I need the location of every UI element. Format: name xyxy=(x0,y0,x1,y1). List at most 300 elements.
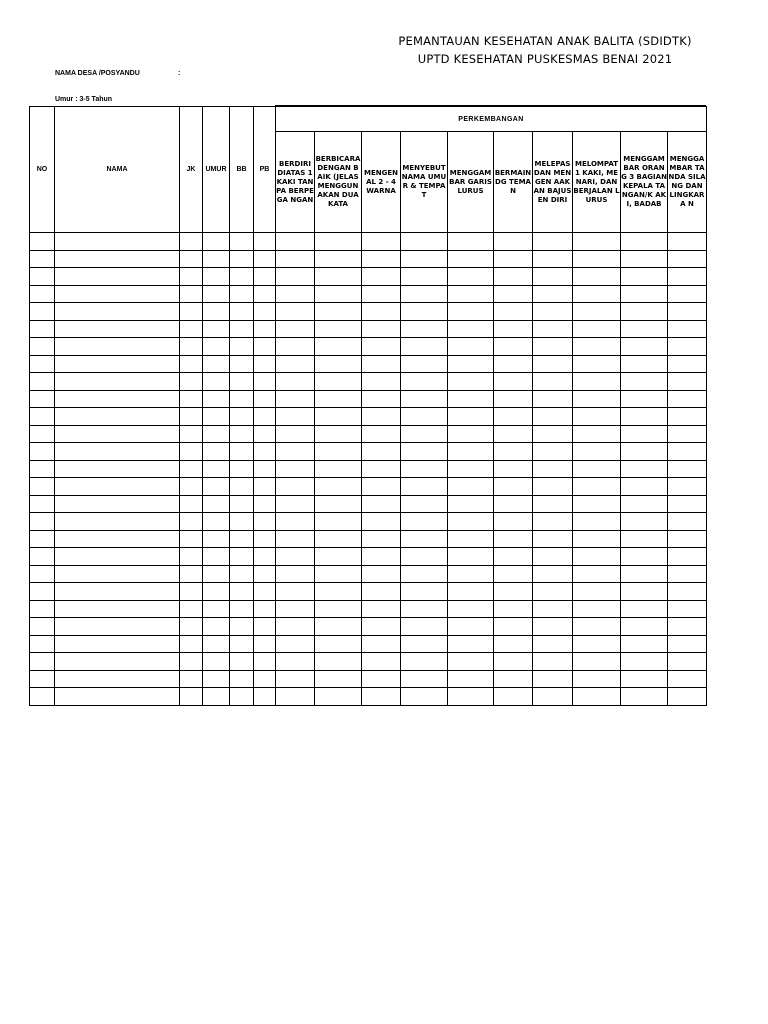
table-cell[interactable] xyxy=(203,460,230,478)
table-cell[interactable] xyxy=(621,443,668,461)
table-cell[interactable] xyxy=(180,688,203,706)
table-cell[interactable] xyxy=(30,268,55,286)
table-cell[interactable] xyxy=(448,513,494,531)
table-cell[interactable] xyxy=(203,355,230,373)
table-cell[interactable] xyxy=(621,303,668,321)
table-cell[interactable] xyxy=(401,635,448,653)
table-cell[interactable] xyxy=(494,355,533,373)
table-cell[interactable] xyxy=(254,565,276,583)
table-cell[interactable] xyxy=(448,688,494,706)
table-cell[interactable] xyxy=(362,635,401,653)
table-cell[interactable] xyxy=(203,635,230,653)
table-cell[interactable] xyxy=(276,653,315,671)
table-cell[interactable] xyxy=(668,303,707,321)
table-cell[interactable] xyxy=(533,303,573,321)
table-cell[interactable] xyxy=(30,408,55,426)
table-cell[interactable] xyxy=(533,688,573,706)
table-cell[interactable] xyxy=(448,250,494,268)
table-cell[interactable] xyxy=(494,548,533,566)
table-cell[interactable] xyxy=(621,618,668,636)
table-cell[interactable] xyxy=(362,565,401,583)
table-cell[interactable] xyxy=(362,268,401,286)
table-cell[interactable] xyxy=(573,268,621,286)
table-cell[interactable] xyxy=(573,250,621,268)
table-cell[interactable] xyxy=(668,338,707,356)
table-cell[interactable] xyxy=(621,268,668,286)
table-cell[interactable] xyxy=(401,250,448,268)
table-cell[interactable] xyxy=(401,670,448,688)
table-cell[interactable] xyxy=(533,600,573,618)
table-cell[interactable] xyxy=(494,408,533,426)
table-cell[interactable] xyxy=(230,390,254,408)
table-cell[interactable] xyxy=(362,618,401,636)
table-cell[interactable] xyxy=(180,373,203,391)
table-cell[interactable] xyxy=(668,408,707,426)
table-cell[interactable] xyxy=(203,530,230,548)
table-cell[interactable] xyxy=(448,443,494,461)
table-cell[interactable] xyxy=(203,373,230,391)
table-cell[interactable] xyxy=(362,355,401,373)
table-cell[interactable] xyxy=(30,495,55,513)
table-cell[interactable] xyxy=(180,495,203,513)
table-cell[interactable] xyxy=(276,460,315,478)
table-cell[interactable] xyxy=(494,565,533,583)
table-cell[interactable] xyxy=(573,548,621,566)
table-cell[interactable] xyxy=(448,618,494,636)
table-cell[interactable] xyxy=(448,565,494,583)
table-cell[interactable] xyxy=(401,513,448,531)
table-cell[interactable] xyxy=(533,355,573,373)
table-cell[interactable] xyxy=(55,443,180,461)
table-cell[interactable] xyxy=(55,285,180,303)
table-cell[interactable] xyxy=(494,670,533,688)
table-cell[interactable] xyxy=(533,373,573,391)
table-cell[interactable] xyxy=(533,670,573,688)
table-cell[interactable] xyxy=(573,390,621,408)
table-cell[interactable] xyxy=(668,460,707,478)
table-cell[interactable] xyxy=(494,390,533,408)
table-cell[interactable] xyxy=(362,688,401,706)
table-cell[interactable] xyxy=(668,530,707,548)
table-cell[interactable] xyxy=(448,390,494,408)
table-cell[interactable] xyxy=(230,513,254,531)
table-cell[interactable] xyxy=(30,355,55,373)
table-cell[interactable] xyxy=(55,425,180,443)
table-cell[interactable] xyxy=(230,635,254,653)
table-cell[interactable] xyxy=(230,233,254,251)
table-cell[interactable] xyxy=(362,495,401,513)
table-cell[interactable] xyxy=(315,303,362,321)
table-cell[interactable] xyxy=(362,653,401,671)
table-cell[interactable] xyxy=(494,443,533,461)
table-cell[interactable] xyxy=(573,443,621,461)
table-cell[interactable] xyxy=(573,320,621,338)
table-cell[interactable] xyxy=(55,635,180,653)
table-cell[interactable] xyxy=(30,548,55,566)
table-cell[interactable] xyxy=(362,250,401,268)
table-cell[interactable] xyxy=(276,478,315,496)
table-cell[interactable] xyxy=(401,548,448,566)
table-cell[interactable] xyxy=(362,303,401,321)
table-cell[interactable] xyxy=(573,303,621,321)
table-cell[interactable] xyxy=(203,583,230,601)
table-cell[interactable] xyxy=(230,530,254,548)
table-cell[interactable] xyxy=(573,635,621,653)
table-cell[interactable] xyxy=(573,425,621,443)
table-cell[interactable] xyxy=(180,408,203,426)
table-cell[interactable] xyxy=(533,583,573,601)
table-cell[interactable] xyxy=(362,670,401,688)
table-cell[interactable] xyxy=(362,530,401,548)
table-cell[interactable] xyxy=(30,688,55,706)
table-cell[interactable] xyxy=(401,285,448,303)
table-cell[interactable] xyxy=(55,565,180,583)
table-cell[interactable] xyxy=(668,390,707,408)
table-cell[interactable] xyxy=(254,250,276,268)
table-cell[interactable] xyxy=(276,670,315,688)
table-cell[interactable] xyxy=(573,530,621,548)
table-cell[interactable] xyxy=(494,618,533,636)
table-cell[interactable] xyxy=(180,530,203,548)
table-cell[interactable] xyxy=(668,495,707,513)
table-cell[interactable] xyxy=(254,390,276,408)
table-cell[interactable] xyxy=(230,250,254,268)
table-cell[interactable] xyxy=(230,548,254,566)
table-cell[interactable] xyxy=(315,688,362,706)
table-cell[interactable] xyxy=(30,250,55,268)
table-cell[interactable] xyxy=(362,600,401,618)
table-cell[interactable] xyxy=(230,320,254,338)
table-cell[interactable] xyxy=(276,565,315,583)
table-cell[interactable] xyxy=(401,618,448,636)
table-cell[interactable] xyxy=(362,583,401,601)
table-cell[interactable] xyxy=(180,478,203,496)
table-cell[interactable] xyxy=(180,653,203,671)
table-cell[interactable] xyxy=(668,478,707,496)
table-cell[interactable] xyxy=(180,548,203,566)
table-cell[interactable] xyxy=(533,268,573,286)
table-cell[interactable] xyxy=(315,583,362,601)
table-cell[interactable] xyxy=(315,670,362,688)
table-cell[interactable] xyxy=(401,443,448,461)
table-cell[interactable] xyxy=(401,268,448,286)
table-cell[interactable] xyxy=(276,355,315,373)
table-cell[interactable] xyxy=(55,670,180,688)
table-cell[interactable] xyxy=(55,618,180,636)
table-cell[interactable] xyxy=(315,478,362,496)
table-cell[interactable] xyxy=(315,338,362,356)
table-cell[interactable] xyxy=(533,250,573,268)
table-cell[interactable] xyxy=(315,635,362,653)
table-cell[interactable] xyxy=(401,460,448,478)
table-cell[interactable] xyxy=(180,618,203,636)
table-cell[interactable] xyxy=(668,513,707,531)
table-cell[interactable] xyxy=(573,233,621,251)
table-cell[interactable] xyxy=(533,635,573,653)
table-cell[interactable] xyxy=(621,355,668,373)
table-cell[interactable] xyxy=(254,373,276,391)
table-cell[interactable] xyxy=(494,583,533,601)
table-cell[interactable] xyxy=(533,443,573,461)
table-cell[interactable] xyxy=(448,653,494,671)
table-cell[interactable] xyxy=(230,460,254,478)
table-cell[interactable] xyxy=(533,478,573,496)
table-cell[interactable] xyxy=(254,285,276,303)
table-cell[interactable] xyxy=(401,425,448,443)
table-cell[interactable] xyxy=(254,688,276,706)
table-cell[interactable] xyxy=(30,233,55,251)
table-cell[interactable] xyxy=(494,513,533,531)
table-cell[interactable] xyxy=(315,460,362,478)
table-cell[interactable] xyxy=(230,443,254,461)
table-cell[interactable] xyxy=(203,390,230,408)
table-cell[interactable] xyxy=(230,670,254,688)
table-cell[interactable] xyxy=(668,425,707,443)
table-cell[interactable] xyxy=(276,303,315,321)
table-cell[interactable] xyxy=(621,478,668,496)
table-cell[interactable] xyxy=(315,285,362,303)
table-cell[interactable] xyxy=(254,530,276,548)
table-cell[interactable] xyxy=(362,460,401,478)
table-cell[interactable] xyxy=(315,618,362,636)
table-cell[interactable] xyxy=(533,513,573,531)
table-cell[interactable] xyxy=(30,338,55,356)
table-cell[interactable] xyxy=(203,670,230,688)
table-cell[interactable] xyxy=(254,443,276,461)
table-cell[interactable] xyxy=(55,583,180,601)
table-cell[interactable] xyxy=(315,408,362,426)
table-cell[interactable] xyxy=(668,635,707,653)
table-cell[interactable] xyxy=(494,653,533,671)
table-cell[interactable] xyxy=(203,478,230,496)
table-cell[interactable] xyxy=(55,548,180,566)
table-cell[interactable] xyxy=(668,355,707,373)
table-cell[interactable] xyxy=(30,425,55,443)
table-cell[interactable] xyxy=(668,373,707,391)
table-cell[interactable] xyxy=(315,548,362,566)
table-cell[interactable] xyxy=(621,653,668,671)
table-cell[interactable] xyxy=(254,635,276,653)
table-cell[interactable] xyxy=(203,285,230,303)
table-cell[interactable] xyxy=(230,478,254,496)
table-cell[interactable] xyxy=(276,618,315,636)
table-cell[interactable] xyxy=(668,653,707,671)
table-cell[interactable] xyxy=(254,320,276,338)
table-cell[interactable] xyxy=(573,600,621,618)
table-cell[interactable] xyxy=(494,530,533,548)
table-cell[interactable] xyxy=(621,530,668,548)
table-cell[interactable] xyxy=(30,670,55,688)
table-cell[interactable] xyxy=(494,320,533,338)
table-cell[interactable] xyxy=(448,478,494,496)
table-cell[interactable] xyxy=(668,268,707,286)
table-cell[interactable] xyxy=(533,460,573,478)
table-cell[interactable] xyxy=(401,373,448,391)
table-cell[interactable] xyxy=(573,583,621,601)
table-cell[interactable] xyxy=(55,250,180,268)
table-cell[interactable] xyxy=(448,670,494,688)
table-cell[interactable] xyxy=(448,583,494,601)
table-cell[interactable] xyxy=(203,565,230,583)
table-cell[interactable] xyxy=(180,443,203,461)
table-cell[interactable] xyxy=(230,425,254,443)
table-cell[interactable] xyxy=(230,373,254,391)
table-cell[interactable] xyxy=(55,653,180,671)
table-cell[interactable] xyxy=(276,443,315,461)
table-cell[interactable] xyxy=(448,600,494,618)
table-cell[interactable] xyxy=(276,320,315,338)
table-cell[interactable] xyxy=(55,478,180,496)
table-cell[interactable] xyxy=(494,600,533,618)
table-cell[interactable] xyxy=(401,478,448,496)
table-cell[interactable] xyxy=(315,355,362,373)
table-cell[interactable] xyxy=(55,320,180,338)
table-cell[interactable] xyxy=(401,600,448,618)
table-cell[interactable] xyxy=(276,600,315,618)
table-cell[interactable] xyxy=(448,460,494,478)
table-cell[interactable] xyxy=(276,495,315,513)
table-cell[interactable] xyxy=(621,373,668,391)
table-cell[interactable] xyxy=(401,233,448,251)
table-cell[interactable] xyxy=(203,443,230,461)
table-cell[interactable] xyxy=(254,425,276,443)
table-cell[interactable] xyxy=(448,408,494,426)
table-cell[interactable] xyxy=(203,618,230,636)
table-cell[interactable] xyxy=(533,390,573,408)
table-cell[interactable] xyxy=(621,670,668,688)
table-cell[interactable] xyxy=(30,443,55,461)
table-cell[interactable] xyxy=(180,390,203,408)
table-cell[interactable] xyxy=(180,460,203,478)
table-cell[interactable] xyxy=(254,338,276,356)
table-cell[interactable] xyxy=(230,303,254,321)
table-cell[interactable] xyxy=(533,548,573,566)
table-cell[interactable] xyxy=(401,688,448,706)
table-cell[interactable] xyxy=(276,250,315,268)
table-cell[interactable] xyxy=(573,513,621,531)
table-cell[interactable] xyxy=(55,338,180,356)
table-cell[interactable] xyxy=(448,495,494,513)
table-cell[interactable] xyxy=(621,548,668,566)
table-cell[interactable] xyxy=(668,233,707,251)
table-cell[interactable] xyxy=(276,338,315,356)
table-cell[interactable] xyxy=(203,425,230,443)
table-cell[interactable] xyxy=(254,618,276,636)
table-cell[interactable] xyxy=(362,425,401,443)
table-cell[interactable] xyxy=(494,250,533,268)
table-cell[interactable] xyxy=(573,373,621,391)
table-cell[interactable] xyxy=(401,338,448,356)
table-cell[interactable] xyxy=(180,355,203,373)
table-cell[interactable] xyxy=(533,425,573,443)
table-cell[interactable] xyxy=(254,460,276,478)
table-cell[interactable] xyxy=(448,548,494,566)
table-cell[interactable] xyxy=(315,565,362,583)
table-cell[interactable] xyxy=(276,425,315,443)
table-cell[interactable] xyxy=(362,390,401,408)
table-cell[interactable] xyxy=(180,513,203,531)
table-cell[interactable] xyxy=(448,233,494,251)
table-cell[interactable] xyxy=(254,600,276,618)
table-cell[interactable] xyxy=(30,373,55,391)
table-cell[interactable] xyxy=(30,285,55,303)
table-cell[interactable] xyxy=(448,338,494,356)
table-cell[interactable] xyxy=(448,355,494,373)
table-cell[interactable] xyxy=(30,303,55,321)
table-cell[interactable] xyxy=(362,548,401,566)
table-cell[interactable] xyxy=(621,565,668,583)
table-cell[interactable] xyxy=(203,653,230,671)
table-cell[interactable] xyxy=(180,425,203,443)
table-cell[interactable] xyxy=(621,495,668,513)
table-cell[interactable] xyxy=(401,653,448,671)
table-cell[interactable] xyxy=(362,285,401,303)
table-cell[interactable] xyxy=(180,600,203,618)
table-cell[interactable] xyxy=(254,478,276,496)
table-cell[interactable] xyxy=(230,495,254,513)
table-cell[interactable] xyxy=(203,268,230,286)
table-cell[interactable] xyxy=(254,303,276,321)
table-cell[interactable] xyxy=(276,268,315,286)
table-cell[interactable] xyxy=(203,600,230,618)
table-cell[interactable] xyxy=(448,320,494,338)
table-cell[interactable] xyxy=(254,495,276,513)
table-cell[interactable] xyxy=(533,495,573,513)
table-cell[interactable] xyxy=(315,530,362,548)
table-cell[interactable] xyxy=(315,443,362,461)
table-cell[interactable] xyxy=(621,233,668,251)
table-cell[interactable] xyxy=(494,285,533,303)
table-cell[interactable] xyxy=(254,268,276,286)
table-cell[interactable] xyxy=(362,513,401,531)
table-cell[interactable] xyxy=(401,303,448,321)
table-cell[interactable] xyxy=(533,618,573,636)
table-cell[interactable] xyxy=(668,583,707,601)
table-cell[interactable] xyxy=(621,390,668,408)
table-cell[interactable] xyxy=(573,408,621,426)
table-cell[interactable] xyxy=(276,530,315,548)
table-cell[interactable] xyxy=(494,478,533,496)
table-cell[interactable] xyxy=(55,233,180,251)
table-cell[interactable] xyxy=(315,250,362,268)
table-cell[interactable] xyxy=(494,425,533,443)
table-cell[interactable] xyxy=(668,670,707,688)
table-cell[interactable] xyxy=(254,355,276,373)
table-cell[interactable] xyxy=(494,460,533,478)
table-cell[interactable] xyxy=(448,635,494,653)
table-cell[interactable] xyxy=(180,338,203,356)
table-cell[interactable] xyxy=(315,373,362,391)
table-cell[interactable] xyxy=(180,635,203,653)
table-cell[interactable] xyxy=(55,303,180,321)
table-cell[interactable] xyxy=(621,460,668,478)
table-cell[interactable] xyxy=(668,320,707,338)
table-cell[interactable] xyxy=(55,373,180,391)
table-cell[interactable] xyxy=(55,408,180,426)
table-cell[interactable] xyxy=(30,460,55,478)
table-cell[interactable] xyxy=(573,285,621,303)
table-cell[interactable] xyxy=(448,285,494,303)
table-cell[interactable] xyxy=(230,583,254,601)
table-cell[interactable] xyxy=(533,233,573,251)
table-cell[interactable] xyxy=(668,285,707,303)
table-cell[interactable] xyxy=(533,653,573,671)
table-cell[interactable] xyxy=(230,600,254,618)
table-cell[interactable] xyxy=(448,303,494,321)
table-cell[interactable] xyxy=(180,268,203,286)
table-cell[interactable] xyxy=(401,565,448,583)
table-cell[interactable] xyxy=(401,390,448,408)
